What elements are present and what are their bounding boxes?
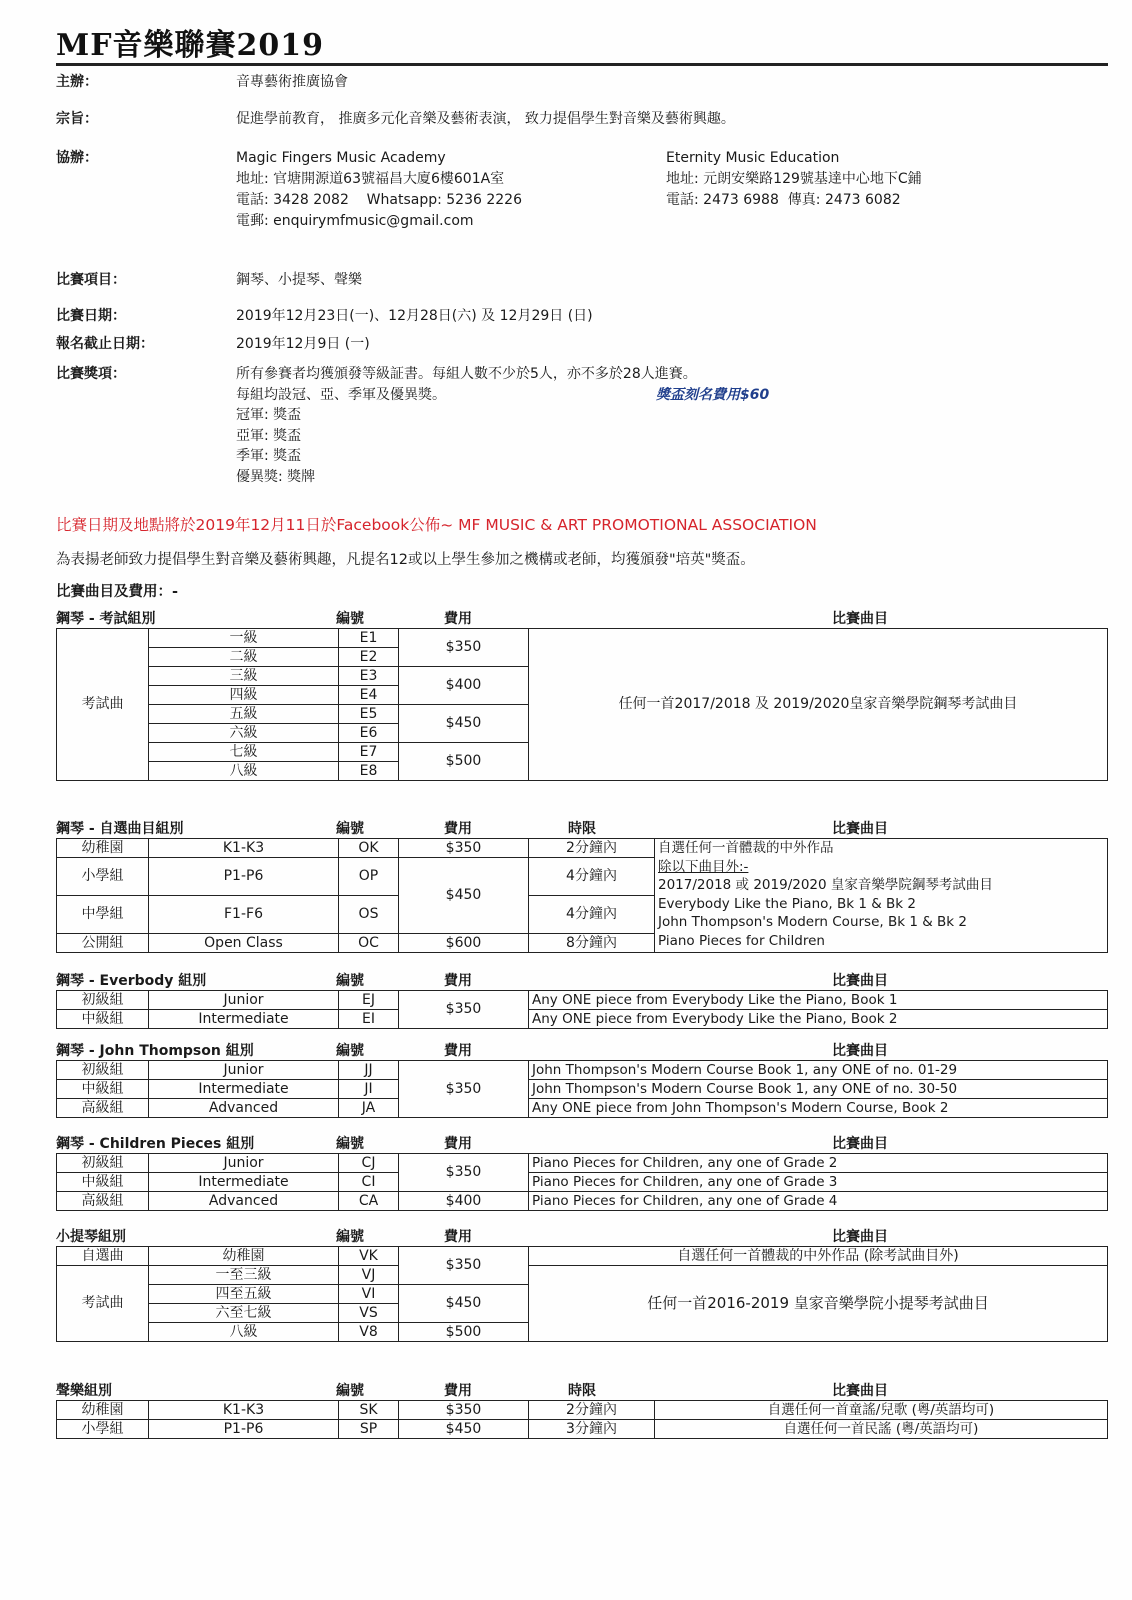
code-header: 編號 — [336, 611, 364, 627]
piece-cell: Any ONE piece from John Thompson's Modern Course, Book 2 — [529, 1099, 1108, 1118]
grade-cell: 一級 — [149, 629, 339, 648]
code-cell: OK — [339, 839, 399, 858]
fee-cell: $500 — [399, 743, 529, 781]
co-left-phone: 電話: 3428 2082 Whatsapp: 5236 2226 — [236, 192, 522, 208]
co-left-email: 電郵: enquirymfmusic@gmail.com — [236, 213, 474, 229]
group-cell: 中學組 — [57, 896, 149, 934]
engrave-fee-note: 獎盃刻名費用$60 — [656, 386, 770, 403]
award-item: 季軍: 獎盃 — [236, 448, 302, 464]
piano-thompson-table — [56, 1060, 1108, 1118]
piece-header: 比賽曲目 — [832, 611, 888, 627]
code-cell: E5 — [339, 705, 399, 724]
piece-cell: Piano Pieces for Children, any one of Grade 3 — [529, 1173, 1108, 1192]
level-cell: Advanced — [149, 1099, 339, 1118]
deadline-value: 2019年12月9日 (一) — [236, 336, 370, 352]
section-title: 鋼琴 - 自選曲目組別 — [56, 821, 184, 837]
code-cell: CA — [339, 1192, 399, 1211]
level-cell: F1-F6 — [149, 896, 339, 934]
piece-cell: 任何一首2017/2018 及 2019/2020皇家音樂學院鋼琴考試曲目 — [529, 629, 1108, 781]
piano-everybody-section — [56, 970, 1108, 1029]
fee-cell: $350 — [399, 1061, 529, 1118]
piano-exam-section — [56, 608, 1108, 781]
awards-line-1: 所有參賽者均獲頒發等級証書。每組人數不少於5人，亦不多於28人進賽。 — [236, 366, 697, 382]
level-cell: Intermediate — [149, 1080, 339, 1099]
piece-header: 比賽曲目 — [832, 1383, 888, 1399]
code-cell: E4 — [339, 686, 399, 705]
fee-header: 費用 — [444, 611, 472, 627]
group-cell: 中級組 — [57, 1173, 149, 1192]
piece-line: Piano Pieces for Children — [658, 932, 825, 949]
piece-line: John Thompson's Modern Course, Bk 1 & Bk 2 — [658, 914, 967, 930]
group-cell: 公開組 — [57, 934, 149, 953]
code-cell: VJ — [339, 1266, 399, 1285]
code-cell: E3 — [339, 667, 399, 686]
time-header: 時限 — [568, 1383, 596, 1399]
fee-cell: $350 — [399, 839, 529, 858]
piece-cell: Any ONE piece from Everybody Like the Piano, Book 1 — [529, 991, 1108, 1010]
piece-cell: 自選任何一首民謠 (粵/英語均可) — [655, 1420, 1108, 1439]
code-cell: E8 — [339, 762, 399, 781]
code-header: 編號 — [336, 1136, 364, 1152]
grade-cell: 八級 — [149, 762, 339, 781]
code-cell: SK — [339, 1401, 399, 1420]
piece-header: 比賽曲目 — [832, 1229, 888, 1245]
fee-header: 費用 — [444, 1229, 472, 1245]
level-cell: 一至三級 — [149, 1266, 339, 1285]
fee-cell: $350 — [399, 991, 529, 1029]
time-cell: 4分鐘內 — [529, 896, 655, 934]
level-cell: Advanced — [149, 1192, 339, 1211]
code-cell: EJ — [339, 991, 399, 1010]
announcement-notice: 比賽日期及地點將於2019年12月11日於Facebook公佈~ MF MUSIC & ART PROMOTIONAL ASSOCIATION — [56, 516, 817, 534]
code-cell: CI — [339, 1173, 399, 1192]
code-header: 編號 — [336, 1383, 364, 1399]
piano-thompson-section — [56, 1040, 1108, 1118]
code-cell: E6 — [339, 724, 399, 743]
level-cell: 四至五級 — [149, 1285, 339, 1304]
level-cell: 幼稚園 — [149, 1247, 339, 1266]
code-cell: JJ — [339, 1061, 399, 1080]
violin-table — [56, 1246, 1108, 1342]
group-cell: 小學組 — [57, 1420, 149, 1439]
level-cell: Open Class — [149, 934, 339, 953]
level-cell: 六至七級 — [149, 1304, 339, 1323]
fee-header: 費用 — [444, 1383, 472, 1399]
code-cell: E2 — [339, 648, 399, 667]
group-cell: 初級組 — [57, 1061, 149, 1080]
code-cell: OC — [339, 934, 399, 953]
fee-cell: $450 — [399, 1285, 529, 1323]
level-cell: 八級 — [149, 1323, 339, 1342]
time-cell: 3分鐘內 — [529, 1420, 655, 1439]
violin-section — [56, 1226, 1108, 1342]
award-item: 冠軍: 獎盃 — [236, 407, 302, 423]
grade-cell: 三級 — [149, 667, 339, 686]
piano-free-table — [56, 838, 1108, 953]
fee-header: 費用 — [444, 973, 472, 989]
awards-label: 比賽獎項： — [56, 366, 126, 382]
fee-cell: $600 — [399, 934, 529, 953]
title-divider — [56, 63, 1108, 66]
group-cell: 高級組 — [57, 1099, 149, 1118]
piece-cell: John Thompson's Modern Course Book 1, any ONE of no. 01-29 — [529, 1061, 1108, 1080]
fee-cell: $350 — [399, 1401, 529, 1420]
group-cell: 高級組 — [57, 1192, 149, 1211]
code-cell: VS — [339, 1304, 399, 1323]
code-cell: EI — [339, 1010, 399, 1029]
group-cell: 幼稚園 — [57, 1401, 149, 1420]
fee-cell: $350 — [399, 1154, 529, 1192]
code-cell: JA — [339, 1099, 399, 1118]
piece-cell: Piano Pieces for Children, any one of Grade 4 — [529, 1192, 1108, 1211]
piece-cell: Piano Pieces for Children, any one of Grade 2 — [529, 1154, 1108, 1173]
co-organizer-label: 協辦： — [56, 150, 98, 166]
time-cell: 2分鐘內 — [529, 1401, 655, 1420]
piece-cell: Any ONE piece from Everybody Like the Piano, Book 2 — [529, 1010, 1108, 1029]
code-cell: OP — [339, 858, 399, 896]
section-title: 鋼琴 - 考試組別 — [56, 611, 156, 627]
grade-cell: 六級 — [149, 724, 339, 743]
co-right-address: 地址: 元朗安樂路129號基達中心地下C鋪 — [666, 171, 922, 187]
piano-free-section — [56, 818, 1108, 953]
code-header: 編號 — [336, 821, 364, 837]
level-cell: Intermediate — [149, 1010, 339, 1029]
piece-cell — [655, 839, 1108, 953]
group-cell: 考試曲 — [57, 629, 149, 781]
grade-cell: 四級 — [149, 686, 339, 705]
piece-header: 比賽曲目 — [832, 973, 888, 989]
fee-cell: $450 — [399, 858, 529, 934]
grade-cell: 二級 — [149, 648, 339, 667]
organizer-value: 音專藝術推廣協會 — [236, 74, 348, 90]
piano-exam-table — [56, 628, 1108, 781]
level-cell: K1-K3 — [149, 839, 339, 858]
fee-cell: $450 — [399, 1420, 529, 1439]
code-header: 編號 — [336, 1043, 364, 1059]
group-cell: 初級組 — [57, 1154, 149, 1173]
piece-header: 比賽曲目 — [832, 1043, 888, 1059]
level-cell: P1-P6 — [149, 1420, 339, 1439]
piece-cell: 自選任何一首體裁的中外作品 (除考試曲目外) — [529, 1247, 1108, 1266]
group-cell: 考試曲 — [57, 1266, 149, 1342]
items-label: 比賽項目： — [56, 272, 126, 288]
grade-cell: 七級 — [149, 743, 339, 762]
group-cell: 自選曲 — [57, 1247, 149, 1266]
code-cell: VI — [339, 1285, 399, 1304]
vocal-table — [56, 1400, 1108, 1439]
piece-header: 比賽曲目 — [832, 1136, 888, 1152]
level-cell: Junior — [149, 1154, 339, 1173]
fee-header: 費用 — [444, 1136, 472, 1152]
level-cell: Junior — [149, 991, 339, 1010]
level-cell: Junior — [149, 1061, 339, 1080]
code-header: 編號 — [336, 973, 364, 989]
section-title: 聲樂組別 — [56, 1383, 112, 1399]
code-cell: OS — [339, 896, 399, 934]
piece-cell: John Thompson's Modern Course Book 1, any ONE of no. 30-50 — [529, 1080, 1108, 1099]
code-cell: JI — [339, 1080, 399, 1099]
piano-everybody-table — [56, 990, 1108, 1029]
group-cell: 幼稚園 — [57, 839, 149, 858]
time-header: 時限 — [568, 821, 596, 837]
vocal-section — [56, 1380, 1108, 1439]
group-cell: 小學組 — [57, 858, 149, 896]
code-cell: VK — [339, 1247, 399, 1266]
section-title: 鋼琴 - Children Pieces 組別 — [56, 1136, 255, 1152]
page-title: MF音樂聯賽2019 — [56, 28, 325, 63]
level-cell: K1-K3 — [149, 1401, 339, 1420]
grade-cell: 五級 — [149, 705, 339, 724]
code-cell: E1 — [339, 629, 399, 648]
fee-cell: $400 — [399, 1192, 529, 1211]
code-cell: SP — [339, 1420, 399, 1439]
level-cell: P1-P6 — [149, 858, 339, 896]
time-cell: 8分鐘內 — [529, 934, 655, 953]
fees-heading: 比賽曲目及費用：- — [56, 584, 179, 600]
group-cell: 初級組 — [57, 991, 149, 1010]
co-right-phone: 電話: 2473 6988 傳真: 2473 6082 — [666, 192, 901, 208]
awards-line-2 — [236, 385, 770, 406]
aim-label: 宗旨： — [56, 111, 98, 127]
co-left-address: 地址: 官塘開源道63號福昌大廈6樓601A室 — [236, 171, 505, 187]
piece-line: 除以下曲目外:- — [658, 858, 749, 875]
fee-cell: $400 — [399, 667, 529, 705]
time-cell: 4分鐘內 — [529, 858, 655, 896]
piece-cell: 任何一首2016-2019 皇家音樂學院小提琴考試曲目 — [529, 1266, 1108, 1342]
award-item: 亞軍: 獎盃 — [236, 427, 302, 444]
piano-children-table — [56, 1153, 1108, 1211]
co-right-name: Eternity Music Education — [666, 150, 840, 166]
time-cell: 2分鐘內 — [529, 839, 655, 858]
piece-header: 比賽曲目 — [832, 821, 888, 837]
deadline-label: 報名截止日期： — [56, 336, 154, 352]
fee-header: 費用 — [444, 1043, 472, 1059]
items-value: 鋼琴、小提琴、聲樂 — [236, 272, 362, 288]
level-cell: Intermediate — [149, 1173, 339, 1192]
co-left-name: Magic Fingers Music Academy — [236, 150, 446, 166]
date-label: 比賽日期： — [56, 308, 126, 324]
awards-line-2-text: 每組均設冠、亞、季軍及優異獎。 — [236, 386, 446, 403]
section-title: 鋼琴 - John Thompson 組別 — [56, 1043, 254, 1059]
section-title: 鋼琴 - Everbody 組別 — [56, 973, 207, 989]
teacher-award-note: 為表揚老師致力提倡學生對音樂及藝術興趣，凡提名12或以上學生參加之機構或老師，均獲頒發"培英"獎盃。 — [56, 552, 755, 568]
fee-cell: $450 — [399, 705, 529, 743]
code-cell: E7 — [339, 743, 399, 762]
piece-cell: 自選任何一首童謠/兒歌 (粵/英語均可) — [655, 1401, 1108, 1420]
group-cell: 中級組 — [57, 1010, 149, 1029]
fee-cell: $500 — [399, 1323, 529, 1342]
aim-value: 促進學前教育， 推廣多元化音樂及藝術表演， 致力提倡學生對音樂及藝術興趣。 — [236, 111, 735, 127]
date-value: 2019年12月23日(一)、12月28日(六) 及 12月29日 (日) — [236, 308, 593, 324]
group-cell: 中級組 — [57, 1080, 149, 1099]
section-title: 小提琴組別 — [56, 1229, 126, 1245]
fee-cell: $350 — [399, 1247, 529, 1285]
code-cell: CJ — [339, 1154, 399, 1173]
piece-line: 自選任何一首體裁的中外作品 — [658, 840, 834, 856]
award-item: 優異獎: 獎牌 — [236, 468, 316, 485]
piece-line: Everybody Like the Piano, Bk 1 & Bk 2 — [658, 895, 916, 912]
fee-header: 費用 — [444, 821, 472, 837]
fee-cell: $350 — [399, 629, 529, 667]
code-cell: V8 — [339, 1323, 399, 1342]
code-header: 編號 — [336, 1229, 364, 1245]
piece-line: 2017/2018 或 2019/2020 皇家音樂學院鋼琴考試曲目 — [658, 877, 993, 893]
organizer-label: 主辦： — [56, 74, 98, 90]
piano-children-section — [56, 1133, 1108, 1211]
